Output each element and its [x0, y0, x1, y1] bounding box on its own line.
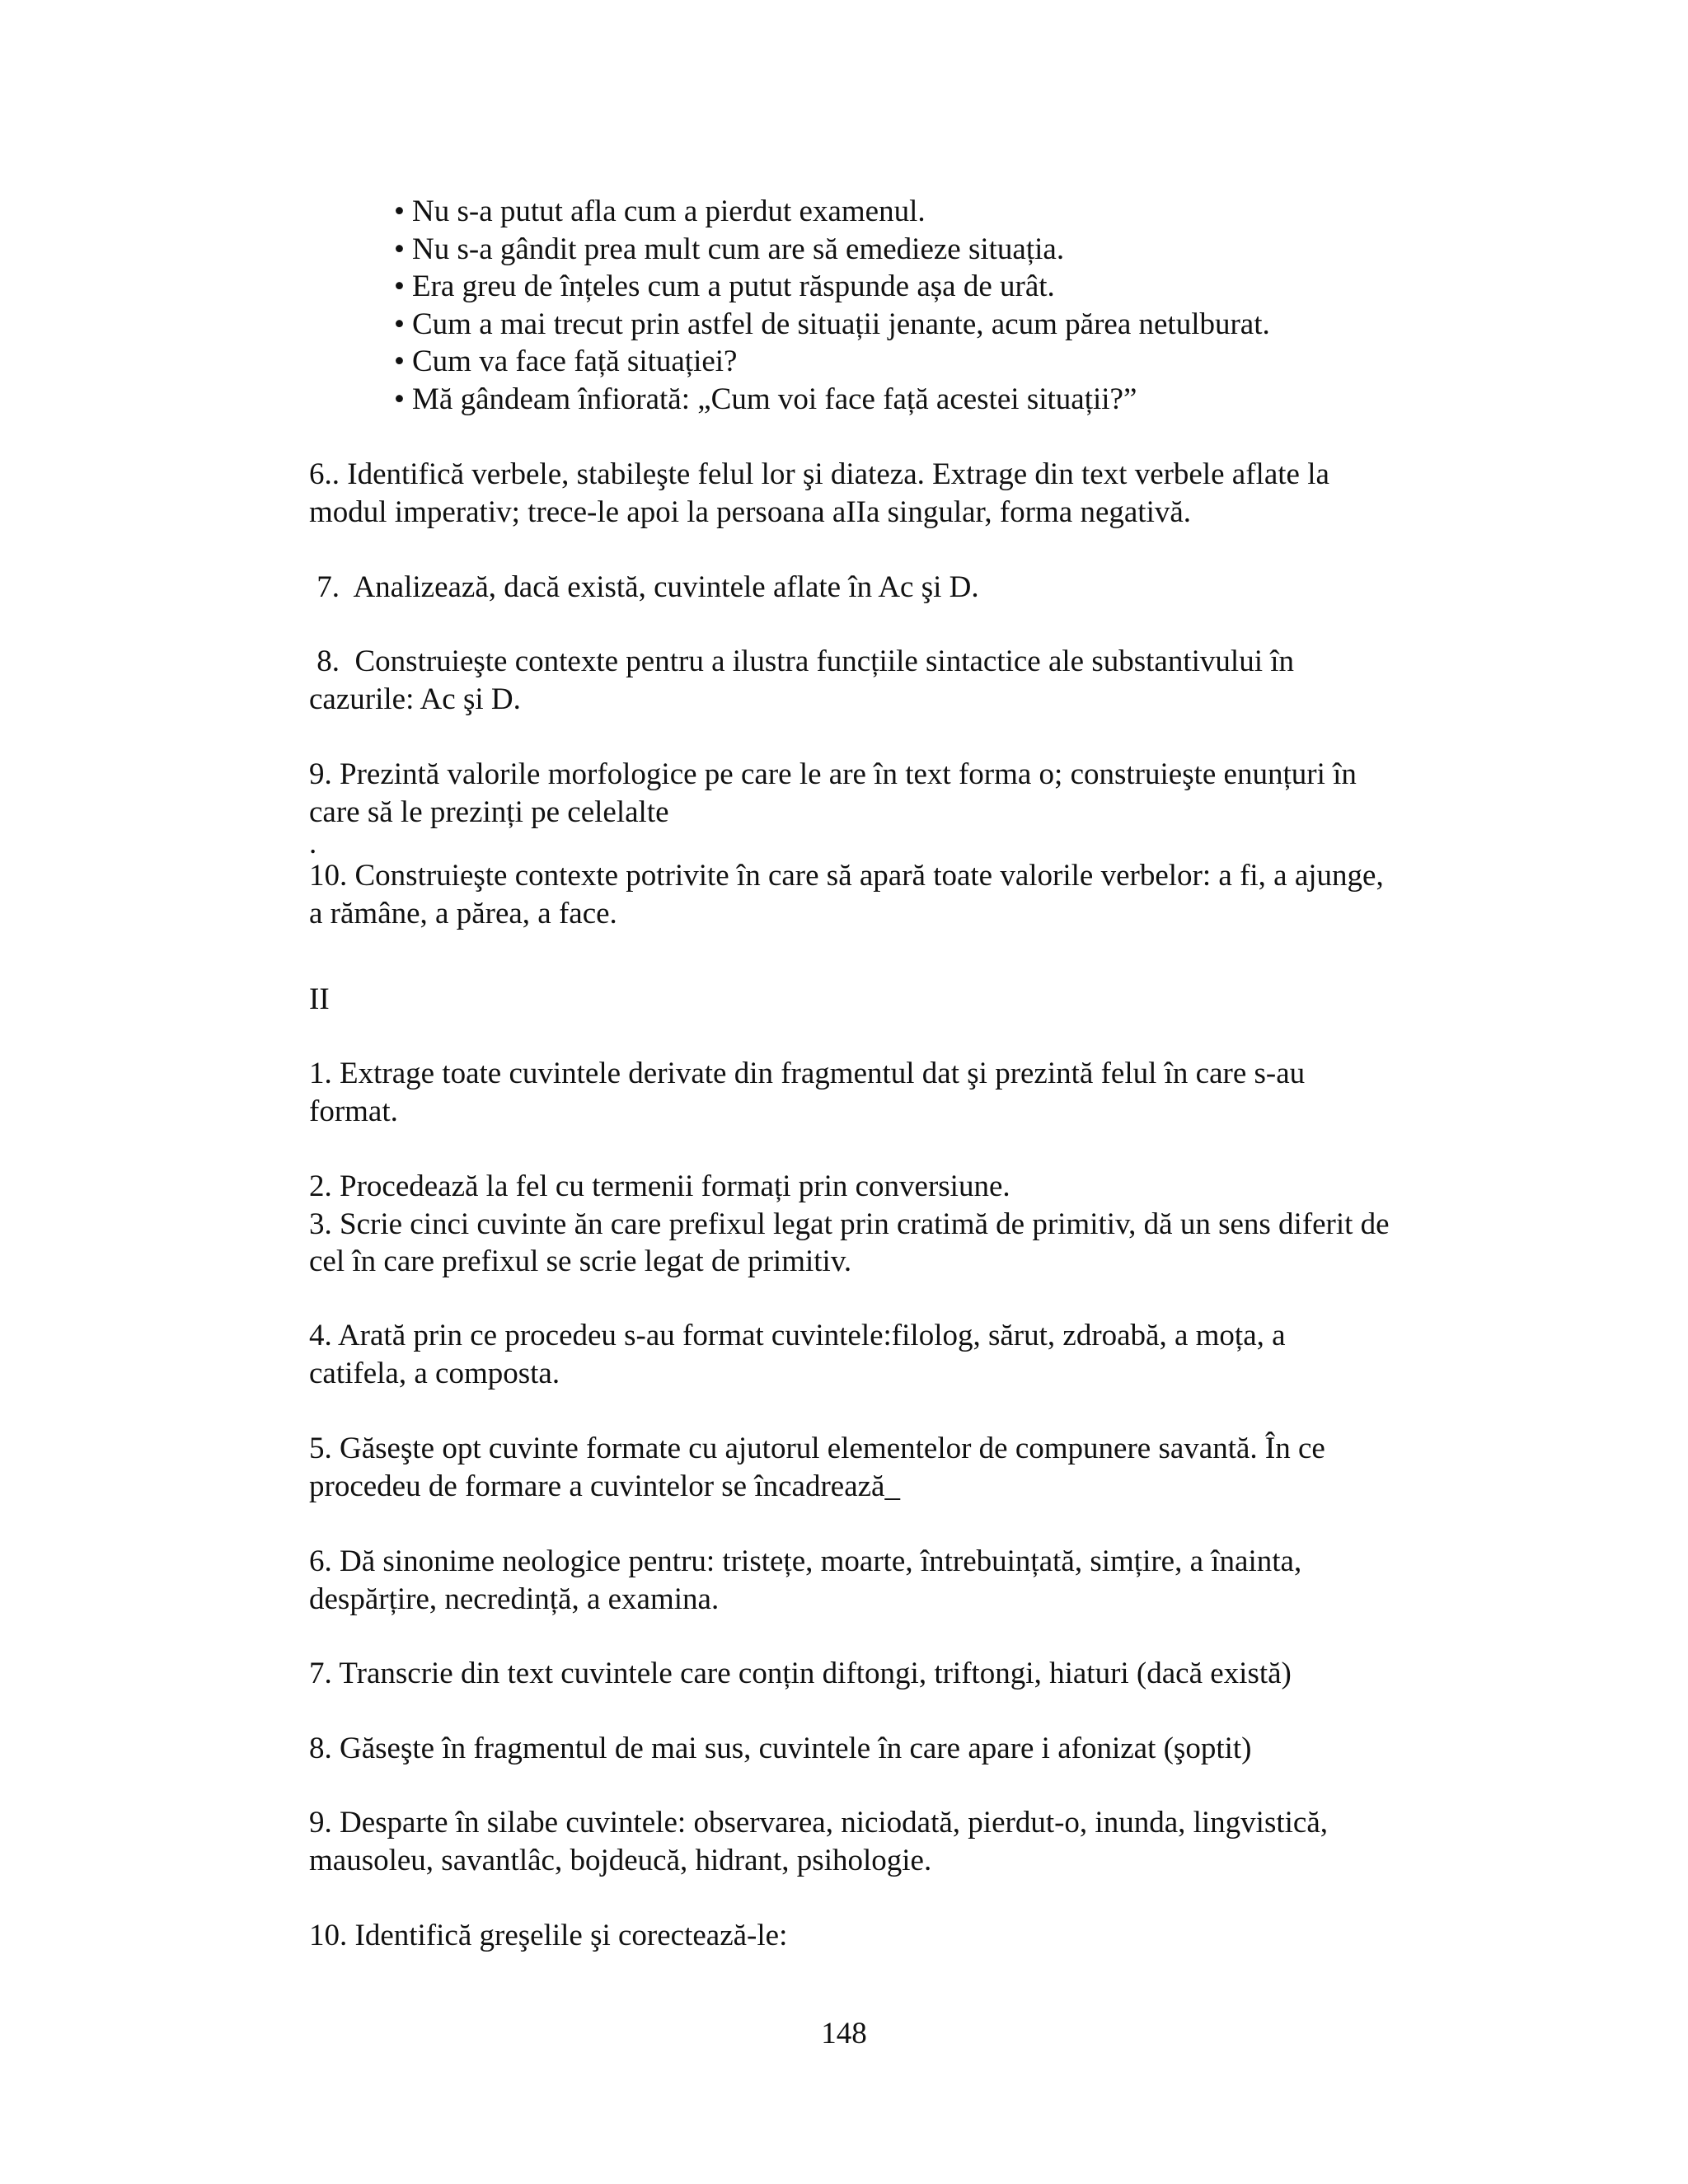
text-line: 9. Desparte în silabe cuvintele: observarea, niciodată, pierdut-o, inunda, lingvistică,	[309, 1806, 1329, 1840]
text-line: format.	[309, 1094, 398, 1128]
exercise-ii-6	[309, 1543, 1479, 1618]
text-line: modul imperativ; trece-le apoi la persoana aIIa singular, forma negativă.	[309, 494, 1192, 529]
text-line: 10. Construieşte contexte potrivite în care să apară toate valorile verbelor: a fi, a ajunge,	[309, 859, 1384, 893]
text-line: mausoleu, savantlâc, bojdeucă, hidrant, psihologie.	[309, 1843, 932, 1877]
exercise-ii-10	[309, 1917, 1479, 1955]
text-line: 10. Identifică greşelile şi corectează-le:	[309, 1919, 788, 1952]
bullet-item	[412, 231, 1270, 269]
text-line: procedeu de formare a cuvintelor se încadrează_	[309, 1469, 900, 1503]
text-line: catifela, a composta.	[309, 1356, 560, 1390]
bullet-item	[412, 268, 1270, 306]
exercise-ii-1	[309, 1055, 1479, 1130]
text-line: 8. Găseşte în fragmentul de mai sus, cuvintele în care apare i afonizat (şoptit)	[309, 1732, 1252, 1765]
text-line: a rămâne, a părea, a face.	[309, 896, 617, 930]
text-line: despărțire, necredință, a examina.	[309, 1582, 720, 1616]
exercise-ii-9	[309, 1804, 1479, 1879]
exercise-ii-2-3	[309, 1168, 1479, 1281]
text-line: 6.. Identifică verbele, stabileşte felul lor şi diateza. Extrage din text verbele aflate la	[309, 457, 1329, 491]
bullet-text: Nu s-a gândit prea mult cum are să emedieze situația.	[412, 232, 1065, 266]
text-line: 2. Procedează la fel cu termenii formați prin conversiune.	[309, 1169, 1010, 1203]
text-line: 1. Extrage toate cuvintele derivate din fragmentul dat şi prezintă felul în care s-au	[309, 1057, 1306, 1090]
text-line: 7. Transcrie din text cuvintele care conțin diftongi, triftongi, hiaturi (dacă există)	[309, 1657, 1292, 1690]
exercise-6-verbs	[309, 456, 1479, 531]
bullet-item	[412, 343, 1270, 381]
bullet-text: Cum a mai trecut prin astfel de situații jenante, acum părea netulburat.	[412, 307, 1270, 341]
bullet-item	[412, 193, 1270, 231]
bullet-icon	[394, 193, 405, 231]
text-line: II	[309, 982, 330, 1016]
text-line: 7. Analizează, dacă există, cuvintele aflate în Ac şi D.	[309, 570, 979, 604]
text-line: cel în care prefixul se scrie legat de primitiv.	[309, 1244, 852, 1278]
bullet-item	[412, 381, 1270, 419]
exercise-8-contexts	[309, 643, 1479, 718]
bullet-list	[412, 193, 1270, 418]
text-line: 5. Găseşte opt cuvinte formate cu ajutorul elementelor de compunere savantă. În ce	[309, 1432, 1325, 1465]
bullet-item	[412, 306, 1270, 344]
exercise-9-10	[309, 756, 1479, 932]
exercise-7-analysis	[309, 569, 1479, 607]
bullet-icon	[394, 343, 405, 381]
bullet-icon	[394, 268, 405, 306]
text-line: cazurile: Ac şi D.	[309, 682, 521, 716]
section-heading-ii	[309, 981, 1479, 1019]
bullet-icon	[394, 306, 405, 344]
page-number: 148	[821, 2017, 867, 2050]
text-line: 8. Construieşte contexte pentru a ilustra funcțiile sintactice ale substantivului în	[309, 644, 1295, 678]
text-line: 9. Prezintă valorile morfologice pe care le are în text forma o; construieşte enunțuri în	[309, 757, 1357, 791]
text-line: 4. Arată prin ce procedeu s-au format cuvintele:filolog, sărut, zdroabă, a moța, a	[309, 1319, 1286, 1352]
exercise-ii-5	[309, 1430, 1479, 1505]
exercise-ii-8	[309, 1730, 1479, 1768]
bullet-text: Cum va face față situației?	[412, 344, 738, 378]
text-line: .	[309, 827, 317, 860]
exercise-ii-7	[309, 1655, 1479, 1693]
text-line: 3. Scrie cinci cuvinte ăn care prefixul legat prin cratimă de primitiv, dă un sens diferit de	[309, 1207, 1390, 1241]
bullet-text: Nu s-a putut afla cum a pierdut examenul.	[412, 194, 926, 228]
bullet-text: Mă gândeam înfiorată: „Cum voi face față acestei situații?”	[412, 382, 1137, 416]
bullet-icon	[394, 381, 405, 419]
bullet-text: Era greu de înțeles cum a putut răspunde așa de urât.	[412, 269, 1055, 303]
bullet-icon	[394, 231, 405, 269]
text-line: care să le prezinți pe celelalte	[309, 794, 669, 829]
text-line: 6. Dă sinonime neologice pentru: tristețe, moarte, întrebuințată, simțire, a înainta,	[309, 1544, 1302, 1578]
exercise-ii-4	[309, 1317, 1479, 1392]
